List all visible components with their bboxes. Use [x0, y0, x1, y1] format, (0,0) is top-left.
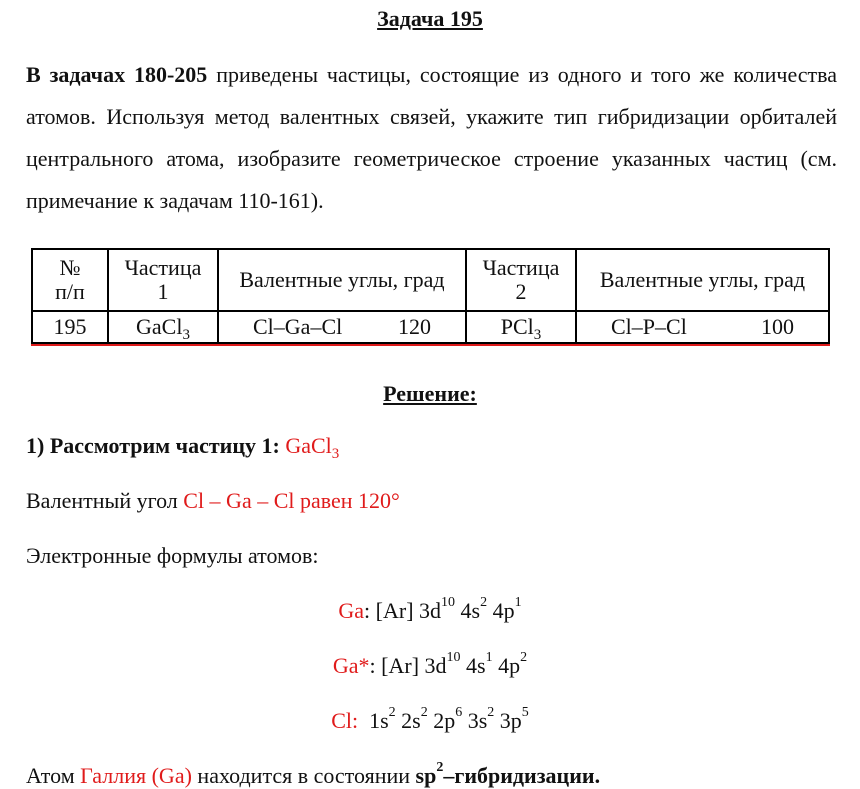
formula-ga-star-part: : [Ar] 3d — [369, 653, 447, 678]
hybridization-prefix: Атом — [26, 763, 81, 788]
header-particle-1 — [108, 249, 218, 311]
formula-ga-star-sup: 1 — [485, 650, 493, 665]
cell-number: 195 — [32, 311, 108, 343]
particles-table — [31, 248, 830, 344]
header-angles-1: Валентные углы, град — [218, 249, 466, 311]
step-1-line — [26, 433, 340, 462]
valence-angle-prefix: Валентный угол — [26, 488, 184, 513]
formula-cl-sup: 2 — [420, 705, 428, 720]
angle-2: 100 — [761, 314, 794, 339]
step-1-particle-subscript: 3 — [331, 446, 340, 462]
angle-1: 120 — [398, 314, 431, 339]
particle-2-base: PCl — [500, 314, 534, 339]
hybridization-suffix: –гибридизации. — [443, 763, 601, 788]
hybridization-atom: Галлия (Ga) — [80, 763, 192, 788]
header-particle-2-line1: Частица — [482, 255, 560, 280]
statement-bold-range: В задачах 180-205 — [26, 62, 208, 87]
header-particle-2-line2: 2 — [515, 279, 527, 304]
cell-particle-2 — [466, 311, 576, 343]
formula-ga-sup: 1 — [514, 595, 522, 610]
step-1-label: 1) Рассмотрим частицу 1: — [26, 433, 286, 458]
formula-ga-part: : [Ar] 3d — [364, 598, 442, 623]
hybridization-sup: 2 — [436, 760, 444, 775]
formula-ga-part: 4s — [455, 598, 481, 623]
header-number-line1: № — [59, 255, 81, 280]
table-header-row — [32, 249, 829, 311]
formula-cl-part: 3p — [494, 708, 522, 733]
formula-ga-sup: 2 — [480, 595, 488, 610]
table-red-underline — [31, 344, 830, 346]
formula-ga-star-sup: 10 — [446, 650, 461, 665]
header-particle-1-line1: Частица — [124, 255, 202, 280]
bond-1: Cl–Ga–Cl — [253, 314, 343, 339]
formula-ga-atom: Ga — [338, 598, 365, 623]
hybridization-line — [26, 760, 601, 789]
formula-ga-part: 4p — [487, 598, 515, 623]
task-statement — [26, 54, 837, 222]
header-particle-2 — [466, 249, 576, 311]
formula-cl-sup: 2 — [487, 705, 495, 720]
formula-ga-star-part: 4s — [460, 653, 486, 678]
header-angles-2: Валентные углы, град — [576, 249, 829, 311]
formula-cl — [0, 705, 860, 734]
valence-angle-value: Cl – Ga – Cl равен 120° — [183, 488, 400, 513]
solution-heading: Решение: — [383, 381, 477, 406]
cell-angles-2 — [576, 311, 829, 343]
formula-ga-excited — [0, 650, 860, 679]
header-number-line2: п/п — [55, 279, 85, 304]
cell-particle-1 — [108, 311, 218, 343]
cell-angles-1 — [218, 311, 466, 343]
formula-cl-sup: 6 — [455, 705, 463, 720]
formula-cl-sup: 5 — [521, 705, 529, 720]
particle-1-subscript: 3 — [182, 327, 190, 343]
formula-ga-star-sup: 2 — [520, 650, 528, 665]
step-1-particle — [285, 433, 340, 462]
task-title: Задача 195 — [377, 6, 483, 31]
formula-ga-star-part: 4p — [492, 653, 521, 678]
formula-cl-part: 1s — [358, 708, 389, 733]
hybridization-sp: sp — [415, 763, 437, 788]
hybridization-middle: находится в состоянии — [191, 763, 416, 788]
formula-cl-atom: Cl: — [331, 708, 359, 733]
formula-ga-sup: 10 — [441, 595, 456, 610]
formula-cl-sup: 2 — [388, 705, 396, 720]
header-number — [32, 249, 108, 311]
bond-2: Cl–P–Cl — [611, 314, 687, 339]
formula-cl-part: 2p — [427, 708, 456, 733]
formula-cl-part: 3s — [462, 708, 488, 733]
step-1-particle-base: GaCl — [285, 433, 332, 458]
header-particle-1-line2: 1 — [157, 279, 169, 304]
formula-ga-star-atom: Ga* — [332, 653, 370, 678]
valence-angle-line — [26, 488, 400, 514]
statement-text: приведены частицы, состоящие из одного и того же количества атомов. Используя метод валентных связей, укажите тип гибридизации орбиталей центрального атома, изобразите геометрическое строение указанных частиц (см. примечание к задачам 110-161). — [26, 62, 837, 213]
formula-ga — [0, 595, 860, 624]
formulas-heading: Электронные формулы атомов: — [26, 543, 319, 568]
hybridization-type — [415, 760, 601, 788]
formula-cl-part: 2s — [395, 708, 421, 733]
table-row — [32, 311, 829, 343]
particle-2-subscript: 3 — [533, 327, 542, 343]
particle-1-base: GaCl — [136, 314, 183, 339]
